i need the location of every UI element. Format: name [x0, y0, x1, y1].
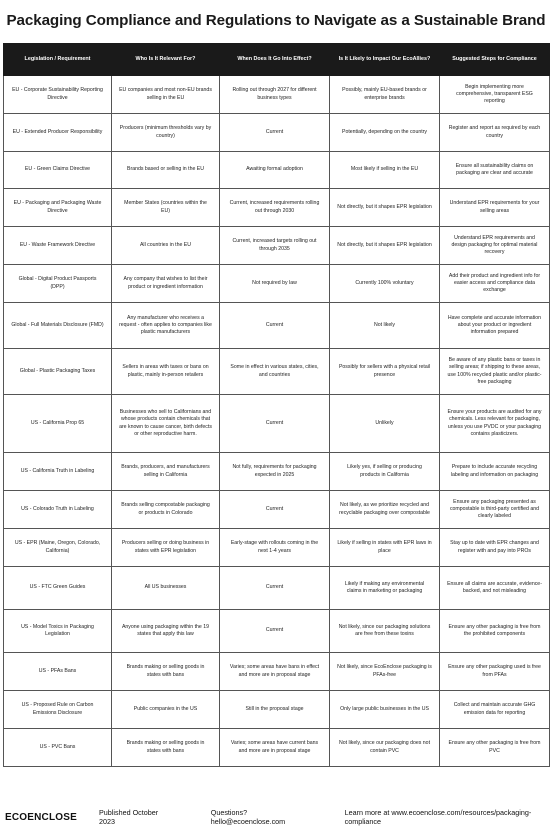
table-cell: EU - Extended Producer Responsibility [4, 114, 112, 152]
table-cell: Currently 100% voluntary [330, 265, 440, 303]
table-cell: Current [220, 303, 330, 349]
table-body [4, 76, 550, 767]
table-cell: Be aware of any plastic bans or taxes in selling areas; if shipping to these areas, use 100% recycled plastic and/or plastic-free packaging [440, 349, 550, 395]
contact-email: Questions? hello@ecoenclose.com [210, 808, 286, 826]
table-cell: Current [220, 567, 330, 610]
table-row [4, 152, 550, 189]
table-cell: Not directly, but it shapes EPR legislation [330, 189, 440, 227]
table-cell: Prepare to include accurate recycling labeling and information on packaging [440, 453, 550, 491]
table-row [4, 395, 550, 453]
table-header-row [4, 44, 550, 76]
column-header: Legislation / Requirement [4, 44, 112, 76]
table-cell: Current [220, 395, 330, 453]
table-cell: Varies; some areas have current bans and more are in proposal stage [220, 729, 330, 767]
table-cell: US - California Truth in Labeling [4, 453, 112, 491]
table-cell: Not likely, since our packaging solutions are free from these toxins [330, 610, 440, 653]
table-cell: Awaiting formal adoption [220, 152, 330, 189]
table-cell: US - EPR (Maine, Oregon, Colorado, California) [4, 529, 112, 567]
table-cell: Member States (countries within the EU) [112, 189, 220, 227]
table-cell: Ensure your products are audited for any chemicals. Less relevant for packaging, unless you use PVDC or your packaging contains plasticizers. [440, 395, 550, 453]
table-cell: Ensure any packaging presented as compostable is third-party certified and clearly labeled [440, 491, 550, 529]
table-cell: Sellers in areas with taxes or bans on plastic, mainly in-person retailers [112, 349, 220, 395]
page-title: Packaging Compliance and Regulations to Navigate as a Sustainable Brand [6, 12, 546, 29]
table-row [4, 729, 550, 767]
table-cell: EU - Packaging and Packaging Waste Directive [4, 189, 112, 227]
table-row [4, 114, 550, 152]
table-cell: Current [220, 491, 330, 529]
table-cell: Register and report as required by each country [440, 114, 550, 152]
table-cell: Brands based or selling in the EU [112, 152, 220, 189]
table-cell: Brands selling compostable packaging or products in Colorado [112, 491, 220, 529]
table-cell: Current [220, 114, 330, 152]
brand-logo: ECOENCLOSE [5, 811, 78, 823]
table-cell: Producers selling or doing business in states with EPR legislation [112, 529, 220, 567]
table-cell: Only large public businesses in the US [330, 691, 440, 729]
table-row [4, 76, 550, 114]
table-cell: Collect and maintain accurate GHG emission data for reporting [440, 691, 550, 729]
table-cell: Still in the proposal stage [220, 691, 330, 729]
table-row [4, 303, 550, 349]
table-cell: Public companies in the US [112, 691, 220, 729]
table-row [4, 567, 550, 610]
table-cell: US - FTC Green Guides [4, 567, 112, 610]
table-row [4, 491, 550, 529]
table-cell: Varies; some areas have bans in effect and more are in proposal stage [220, 653, 330, 691]
table-row [4, 189, 550, 227]
table-cell: Most likely if selling in the EU [330, 152, 440, 189]
column-header: When Does It Go Into Effect? [220, 44, 330, 76]
table-cell: Global - Plastic Packaging Taxes [4, 349, 112, 395]
table-cell: Understand EPR requirements and design packaging for optimal material recovery [440, 227, 550, 265]
table-cell: Ensure all sustainability claims on packaging are clear and accurate [440, 152, 550, 189]
table-cell: Likely if making any environmental claims in marketing or packaging [330, 567, 440, 610]
table-cell: US - Colorado Truth in Labeling [4, 491, 112, 529]
table-cell: Ensure all claims are accurate, evidence-backed, and not misleading [440, 567, 550, 610]
table-cell: Global - Full Materials Disclosure (FMD) [4, 303, 112, 349]
table-row [4, 653, 550, 691]
table-cell: Ensure any other packaging is free from PVC [440, 729, 550, 767]
table-cell: Begin implementing more comprehensive, transparent ESG reporting [440, 76, 550, 114]
table-cell: Early-stage with rollouts coming in the next 1-4 years [220, 529, 330, 567]
column-header: Suggested Steps for Compliance [440, 44, 550, 76]
table-cell: Not directly, but it shapes EPR legislation [330, 227, 440, 265]
table-cell: Likely yes, if selling or producing products in California [330, 453, 440, 491]
table-cell: Possibly, mainly EU-based brands or enterprise brands [330, 76, 440, 114]
table-cell: Any company that wishes to list their product or ingredient information [112, 265, 220, 303]
table-cell: Ensure any other packaging is free from the prohibited components [440, 610, 550, 653]
table-cell: Brands, producers, and manufacturers selling in California [112, 453, 220, 491]
table-cell: US - Proposed Rule on Carbon Emissions Disclosure [4, 691, 112, 729]
table-cell: EU - Waste Framework Directive [4, 227, 112, 265]
table-cell: Producers (minimum thresholds vary by country) [112, 114, 220, 152]
table-cell: All US businesses [112, 567, 220, 610]
table-cell: Not required by law [220, 265, 330, 303]
table-cell: Businesses who sell to Californians and whose products contain chemicals that are known to cause cancer, birth defects or other reproductive harm. [112, 395, 220, 453]
table-cell: Ensure any other packaging used is free from PFAs [440, 653, 550, 691]
table-cell: All countries in the EU [112, 227, 220, 265]
table-cell: Anyone using packaging within the 19 states that apply this law [112, 610, 220, 653]
table-cell: Unlikely [330, 395, 440, 453]
table-cell: Have complete and accurate information about your product or ingredient information prepared [440, 303, 550, 349]
table-cell: Some in effect in various states, cities, and countries [220, 349, 330, 395]
compliance-table [3, 43, 550, 767]
table-cell: Any manufacturer who receives a request - often applies to companies like plastic manufacturers [112, 303, 220, 349]
table-cell: Understand EPR requirements for your selling areas [440, 189, 550, 227]
table-row [4, 453, 550, 491]
learn-more-link[interactable]: Learn more at www.ecoenclose.com/resources/packaging-compliance [344, 808, 532, 826]
table-cell: Brands making or selling goods in states with bans [112, 653, 220, 691]
published-date: Published October 2023 [99, 808, 159, 826]
table-cell: US - Model Toxics in Packaging Legislation [4, 610, 112, 653]
table-cell: Current [220, 610, 330, 653]
table-row [4, 610, 550, 653]
table-cell: Not likely, since EcoEnclose packaging is PFAs-free [330, 653, 440, 691]
table-cell: Possibly for sellers with a physical retail presence [330, 349, 440, 395]
table-cell: Likely if selling in states with EPR laws in place [330, 529, 440, 567]
table-cell: Not fully, requirements for packaging expected in 2025 [220, 453, 330, 491]
table-cell: Not likely, as we prioritize recycled and recyclable packaging over compostable [330, 491, 440, 529]
table-cell: Not likely [330, 303, 440, 349]
table-cell: EU - Green Claims Directive [4, 152, 112, 189]
table-cell: Global - Digital Product Passports (DPP) [4, 265, 112, 303]
table-cell: EU - Corporate Sustainability Reporting Directive [4, 76, 112, 114]
table-cell: Rolling out through 2027 for different business types [220, 76, 330, 114]
table-cell: Brands making or selling goods in states with bans [112, 729, 220, 767]
table-cell: US - PFAs Bans [4, 653, 112, 691]
table-row [4, 349, 550, 395]
table-cell: Add their product and ingredient info for easier access and compliance data exchange [440, 265, 550, 303]
column-header: Who Is It Relevant For? [112, 44, 220, 76]
table-row [4, 529, 550, 567]
column-header: Is It Likely to Impact Our EcoAllies? [330, 44, 440, 76]
table-row [4, 265, 550, 303]
table-row [4, 691, 550, 729]
table-cell: US - California Prop 65 [4, 395, 112, 453]
table-cell: Current, increased requirements rolling out through 2030 [220, 189, 330, 227]
table-cell: Potentially, depending on the country [330, 114, 440, 152]
table-cell: Not likely, since our packaging does not contain PVC [330, 729, 440, 767]
table-cell: Stay up to date with EPR changes and register with and pay into PROs [440, 529, 550, 567]
footer [0, 806, 552, 828]
table-cell: EU companies and most non-EU brands selling in the EU [112, 76, 220, 114]
table-row [4, 227, 550, 265]
table-cell: Current, increased targets rolling out through 2035 [220, 227, 330, 265]
table-cell: US - PVC Bans [4, 729, 112, 767]
